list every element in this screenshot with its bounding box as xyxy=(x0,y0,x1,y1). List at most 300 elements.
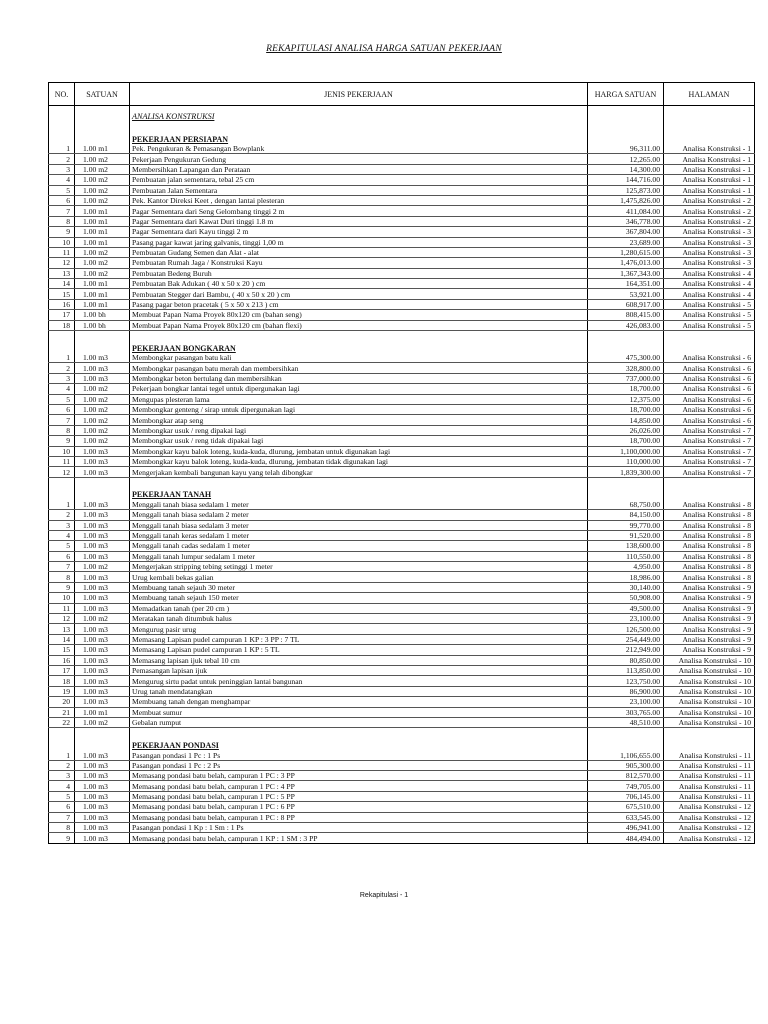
row-number: 5 xyxy=(49,541,75,551)
row-unit: 1.00 m2 xyxy=(75,384,130,394)
row-job: Pagar Sementara dari Kayu tinggi 2 m xyxy=(130,227,588,237)
table-row xyxy=(49,510,755,520)
section-heading-row xyxy=(49,740,755,750)
row-unit: 1.00 m3 xyxy=(75,530,130,540)
row-job: Mengurug sirtu padat untuk peninggian lantai bangunan xyxy=(130,676,588,686)
row-job: Menggali tanah lumpur sedalam 1 meter xyxy=(130,551,588,561)
row-unit: 1.00 m2 xyxy=(75,154,130,164)
row-price: 905,300.00 xyxy=(588,760,664,770)
row-unit: 1.00 m3 xyxy=(75,771,130,781)
table-row xyxy=(49,520,755,530)
row-page: Analisa Konstruksi - 2 xyxy=(664,216,755,226)
row-price: 367,804.00 xyxy=(588,227,664,237)
row-page: Analisa Konstruksi - 3 xyxy=(664,227,755,237)
table-row xyxy=(49,404,755,414)
row-page: Analisa Konstruksi - 4 xyxy=(664,279,755,289)
row-unit: 1.00 m2 xyxy=(75,614,130,624)
row-number: 4 xyxy=(49,384,75,394)
table-row xyxy=(49,227,755,237)
row-page: Analisa Konstruksi - 11 xyxy=(664,750,755,760)
row-price: 675,510.00 xyxy=(588,802,664,812)
row-page: Analisa Konstruksi - 12 xyxy=(664,802,755,812)
row-page: Analisa Konstruksi - 11 xyxy=(664,771,755,781)
row-job: Memasang lapisan ijuk tebal 10 cm xyxy=(130,655,588,665)
row-job: Menggali tanah cadas sedalam 1 meter xyxy=(130,541,588,551)
row-job: Meratakan tanah ditumbuk halus xyxy=(130,614,588,624)
row-unit: 1.00 m1 xyxy=(75,206,130,216)
table-row xyxy=(49,436,755,446)
row-page: Analisa Konstruksi - 5 xyxy=(664,299,755,309)
row-page: Analisa Konstruksi - 6 xyxy=(664,373,755,383)
row-job: Pekerjaan bongkar lantai tegel untuk dipergunakan lagi xyxy=(130,384,588,394)
table-row xyxy=(49,279,755,289)
row-number: 1 xyxy=(49,500,75,510)
row-page: Analisa Konstruksi - 10 xyxy=(664,697,755,707)
row-page: Analisa Konstruksi - 9 xyxy=(664,593,755,603)
row-job: Membuang tanah sejauh 150 meter xyxy=(130,593,588,603)
section-heading-row xyxy=(49,490,755,500)
row-price: 484,494.00 xyxy=(588,833,664,843)
row-price: 113,850.00 xyxy=(588,665,664,675)
row-job: Mengerjakan kembali bangunan kayu yang telah dibongkar xyxy=(130,467,588,477)
row-page: Analisa Konstruksi - 3 xyxy=(664,247,755,257)
table-row xyxy=(49,175,755,185)
section-title: PEKERJAAN PONDASI xyxy=(132,740,219,750)
row-price: 1,476,013.00 xyxy=(588,258,664,268)
row-unit: 1.00 m1 xyxy=(75,227,130,237)
row-unit: 1.00 m3 xyxy=(75,582,130,592)
page-title: REKAPITULASI ANALISA HARGA SATUAN PEKERJAAN xyxy=(266,44,502,54)
row-price: 346,778.00 xyxy=(588,216,664,226)
row-page: Analisa Konstruksi - 5 xyxy=(664,320,755,330)
row-page: Analisa Konstruksi - 1 xyxy=(664,164,755,174)
row-unit: 1.00 m3 xyxy=(75,750,130,760)
row-page: Analisa Konstruksi - 12 xyxy=(664,833,755,843)
row-unit: 1.00 m1 xyxy=(75,216,130,226)
row-number: 4 xyxy=(49,175,75,185)
table-row xyxy=(49,645,755,655)
row-number: 1 xyxy=(49,353,75,363)
table-row xyxy=(49,415,755,425)
row-unit: 1.00 m3 xyxy=(75,467,130,477)
row-number: 14 xyxy=(49,634,75,644)
row-price: 126,500.00 xyxy=(588,624,664,634)
row-number: 2 xyxy=(49,154,75,164)
row-number: 17 xyxy=(49,665,75,675)
row-job: Membuat sumur xyxy=(130,707,588,717)
row-page: Analisa Konstruksi - 2 xyxy=(664,206,755,216)
table-row xyxy=(49,154,755,164)
row-job: Memasang Lapisan pudel campuran 1 KP : 5 TL xyxy=(130,645,588,655)
row-price: 48,510.00 xyxy=(588,717,664,727)
row-job: Memasang pondasi batu belah, campuran 1 PC : 6 PP xyxy=(130,802,588,812)
table-row xyxy=(49,823,755,833)
row-page: Analisa Konstruksi - 4 xyxy=(664,289,755,299)
row-number: 4 xyxy=(49,530,75,540)
row-unit: 1.00 m2 xyxy=(75,717,130,727)
row-unit: 1.00 m3 xyxy=(75,665,130,675)
row-page: Analisa Konstruksi - 10 xyxy=(664,665,755,675)
row-page: Analisa Konstruksi - 8 xyxy=(664,530,755,540)
row-unit: 1.00 m2 xyxy=(75,185,130,195)
row-price: 138,600.00 xyxy=(588,541,664,551)
row-unit: 1.00 m2 xyxy=(75,258,130,268)
row-number: 12 xyxy=(49,258,75,268)
row-page: Analisa Konstruksi - 12 xyxy=(664,823,755,833)
row-page: Analisa Konstruksi - 6 xyxy=(664,363,755,373)
row-number: 5 xyxy=(49,394,75,404)
row-number: 9 xyxy=(49,833,75,843)
row-number: 8 xyxy=(49,216,75,226)
header-unit: SATUAN xyxy=(75,83,130,106)
page-footer: Rekapitulasi - 1 xyxy=(359,892,409,899)
row-job: Membongkar kayu balok loteng, kuda-kuda, dlurung, jembatan tidak digunakan lagi xyxy=(130,456,588,466)
row-price: 1,839,300.00 xyxy=(588,467,664,477)
row-price: 749,705.00 xyxy=(588,781,664,791)
row-price: 164,351.00 xyxy=(588,279,664,289)
row-page: Analisa Konstruksi - 11 xyxy=(664,781,755,791)
section-title: PEKERJAAN TANAH xyxy=(132,490,212,500)
row-job: Menggali tanah keras sedalam 1 meter xyxy=(130,530,588,540)
section-heading-row xyxy=(49,134,755,144)
row-number: 8 xyxy=(49,572,75,582)
header-price: HARGA SATUAN xyxy=(588,83,664,106)
row-unit: 1.00 m2 xyxy=(75,425,130,435)
table-row xyxy=(49,530,755,540)
row-unit: 1.00 m3 xyxy=(75,373,130,383)
row-number: 21 xyxy=(49,707,75,717)
table-row xyxy=(49,812,755,822)
row-price: 254,449.00 xyxy=(588,634,664,644)
row-price: 475,300.00 xyxy=(588,353,664,363)
table-row xyxy=(49,676,755,686)
table-row xyxy=(49,717,755,727)
row-job: Membuang tanah dengan menghampar xyxy=(130,697,588,707)
table-row xyxy=(49,603,755,613)
row-price: 12,265.00 xyxy=(588,154,664,164)
row-job: Pembuatan Jalan Sementara xyxy=(130,185,588,195)
row-job: Pasang pagar beton pracetak ( 5 x 50 x 213 ) cm xyxy=(130,299,588,309)
row-number: 15 xyxy=(49,645,75,655)
row-unit: 1.00 m3 xyxy=(75,551,130,561)
row-job: Menggali tanah biasa sedalam 1 meter xyxy=(130,500,588,510)
table-row xyxy=(49,551,755,561)
row-page: Analisa Konstruksi - 12 xyxy=(664,812,755,822)
row-page: Analisa Konstruksi - 10 xyxy=(664,676,755,686)
row-page: Analisa Konstruksi - 6 xyxy=(664,384,755,394)
row-job: Pembuatan Rumah Jaga / Konstruksi Kayu xyxy=(130,258,588,268)
row-number: 10 xyxy=(49,446,75,456)
row-job: Mengurug pasir urug xyxy=(130,624,588,634)
row-unit: 1.00 m3 xyxy=(75,676,130,686)
row-page: Analisa Konstruksi - 8 xyxy=(664,551,755,561)
row-number: 8 xyxy=(49,425,75,435)
row-unit: 1.00 m3 xyxy=(75,823,130,833)
row-price: 608,917.00 xyxy=(588,299,664,309)
row-price: 80,850.00 xyxy=(588,655,664,665)
row-page: Analisa Konstruksi - 10 xyxy=(664,707,755,717)
row-job: Membongkar usuk / reng dipakai lagi xyxy=(130,425,588,435)
row-page: Analisa Konstruksi - 7 xyxy=(664,436,755,446)
row-unit: 1.00 m3 xyxy=(75,781,130,791)
row-number: 13 xyxy=(49,624,75,634)
row-page: Analisa Konstruksi - 1 xyxy=(664,185,755,195)
row-page: Analisa Konstruksi - 11 xyxy=(664,760,755,770)
row-number: 1 xyxy=(49,144,75,154)
row-page: Analisa Konstruksi - 2 xyxy=(664,195,755,205)
row-page: Analisa Konstruksi - 10 xyxy=(664,655,755,665)
row-unit: 1.00 m3 xyxy=(75,655,130,665)
row-number: 5 xyxy=(49,185,75,195)
row-job: Pembuatan Bedeng Buruh xyxy=(130,268,588,278)
row-job: Pemasangan lapisan ijuk xyxy=(130,665,588,675)
row-page: Analisa Konstruksi - 6 xyxy=(664,394,755,404)
row-job: Pasangan pondasi 1 Pc : 2 Ps xyxy=(130,760,588,770)
row-job: Mengupas plesteran lama xyxy=(130,394,588,404)
row-number: 18 xyxy=(49,676,75,686)
row-unit: 1.00 m3 xyxy=(75,510,130,520)
spacer-row xyxy=(49,728,755,741)
row-number: 2 xyxy=(49,760,75,770)
row-unit: 1.00 m3 xyxy=(75,634,130,644)
row-price: 496,941.00 xyxy=(588,823,664,833)
row-job: Membersihkan Lapangan dan Perataan xyxy=(130,164,588,174)
table-row xyxy=(49,268,755,278)
table-row xyxy=(49,624,755,634)
row-job: Memasang pondasi batu belah, campuran 1 KP : 1 SM : 3 PP xyxy=(130,833,588,843)
row-job: Memasang pondasi batu belah, campuran 1 PC : 5 PP xyxy=(130,791,588,801)
row-page: Analisa Konstruksi - 3 xyxy=(664,237,755,247)
header-job: JENIS PEKERJAAN xyxy=(130,83,588,106)
analisa-heading-row xyxy=(49,110,755,122)
row-number: 13 xyxy=(49,268,75,278)
row-page: Analisa Konstruksi - 8 xyxy=(664,520,755,530)
table-row xyxy=(49,289,755,299)
row-unit: 1.00 m2 xyxy=(75,415,130,425)
section-title: PEKERJAAN PERSIAPAN xyxy=(132,134,229,144)
row-price: 633,545.00 xyxy=(588,812,664,822)
row-page: Analisa Konstruksi - 8 xyxy=(664,572,755,582)
row-job: Membongkar beton bertulang dan membersihkan xyxy=(130,373,588,383)
row-page: Analisa Konstruksi - 6 xyxy=(664,404,755,414)
row-page: Analisa Konstruksi - 10 xyxy=(664,686,755,696)
row-job: Gebalan rumput xyxy=(130,717,588,727)
table-row xyxy=(49,425,755,435)
table-row xyxy=(49,237,755,247)
table-row xyxy=(49,697,755,707)
row-job: Membongkar pasangan batu kali xyxy=(130,353,588,363)
row-number: 3 xyxy=(49,373,75,383)
row-number: 15 xyxy=(49,289,75,299)
table-row xyxy=(49,760,755,770)
row-page: Analisa Konstruksi - 11 xyxy=(664,791,755,801)
row-unit: 1.00 m3 xyxy=(75,520,130,530)
table-row xyxy=(49,500,755,510)
table-row xyxy=(49,384,755,394)
row-number: 8 xyxy=(49,823,75,833)
table-row xyxy=(49,353,755,363)
header-page: HALAMAN xyxy=(664,83,755,106)
row-number: 16 xyxy=(49,299,75,309)
row-number: 11 xyxy=(49,247,75,257)
row-unit: 1.00 m1 xyxy=(75,237,130,247)
table-row xyxy=(49,833,755,843)
row-unit: 1.00 m3 xyxy=(75,603,130,613)
row-unit: 1.00 m2 xyxy=(75,195,130,205)
row-price: 123,750.00 xyxy=(588,676,664,686)
row-page: Analisa Konstruksi - 9 xyxy=(664,603,755,613)
table-row xyxy=(49,310,755,320)
row-price: 26,026.00 xyxy=(588,425,664,435)
table-row xyxy=(49,299,755,309)
table-row xyxy=(49,541,755,551)
row-price: 99,770.00 xyxy=(588,520,664,530)
row-price: 328,800.00 xyxy=(588,363,664,373)
row-price: 110,000.00 xyxy=(588,456,664,466)
row-price: 23,100.00 xyxy=(588,697,664,707)
row-page: Analisa Konstruksi - 9 xyxy=(664,624,755,634)
row-number: 2 xyxy=(49,363,75,373)
row-page: Analisa Konstruksi - 10 xyxy=(664,717,755,727)
row-number: 22 xyxy=(49,717,75,727)
row-page: Analisa Konstruksi - 1 xyxy=(664,154,755,164)
row-number: 6 xyxy=(49,195,75,205)
row-number: 7 xyxy=(49,812,75,822)
row-number: 10 xyxy=(49,593,75,603)
row-unit: 1.00 m2 xyxy=(75,404,130,414)
row-price: 1,106,655.00 xyxy=(588,750,664,760)
row-job: Membongkar genteng / sirap untuk dipergunakan lagi xyxy=(130,404,588,414)
row-number: 10 xyxy=(49,237,75,247)
row-job: Pembuatan jalan sementara, tebal 25 cm xyxy=(130,175,588,185)
row-price: 125,873.00 xyxy=(588,185,664,195)
row-number: 12 xyxy=(49,614,75,624)
table-row xyxy=(49,206,755,216)
row-unit: 1.00 m2 xyxy=(75,247,130,257)
row-job: Memadatkan tanah (per 20 cm ) xyxy=(130,603,588,613)
row-price: 84,150.00 xyxy=(588,510,664,520)
row-price: 14,300.00 xyxy=(588,164,664,174)
row-price: 50,908.00 xyxy=(588,593,664,603)
row-number: 11 xyxy=(49,456,75,466)
row-page: Analisa Konstruksi - 8 xyxy=(664,562,755,572)
row-page: Analisa Konstruksi - 8 xyxy=(664,510,755,520)
row-page: Analisa Konstruksi - 7 xyxy=(664,425,755,435)
row-number: 19 xyxy=(49,686,75,696)
table-row xyxy=(49,446,755,456)
row-price: 1,280,615.00 xyxy=(588,247,664,257)
row-page: Analisa Konstruksi - 9 xyxy=(664,645,755,655)
row-page: Analisa Konstruksi - 3 xyxy=(664,258,755,268)
row-price: 18,700.00 xyxy=(588,404,664,414)
row-page: Analisa Konstruksi - 1 xyxy=(664,175,755,185)
row-page: Analisa Konstruksi - 9 xyxy=(664,634,755,644)
table-row xyxy=(49,195,755,205)
row-number: 17 xyxy=(49,310,75,320)
row-job: Pagar Sementara dari Kawat Duri tinggi 1.8 m xyxy=(130,216,588,226)
row-price: 110,550.00 xyxy=(588,551,664,561)
row-price: 737,000.00 xyxy=(588,373,664,383)
table-row xyxy=(49,791,755,801)
table-row xyxy=(49,247,755,257)
row-unit: 1.00 m1 xyxy=(75,299,130,309)
row-page: Analisa Konstruksi - 1 xyxy=(664,144,755,154)
row-job: Memasang pondasi batu belah, campuran 1 PC : 4 PP xyxy=(130,781,588,791)
row-unit: 1.00 m3 xyxy=(75,760,130,770)
table-row xyxy=(49,771,755,781)
table-row xyxy=(49,802,755,812)
row-page: Analisa Konstruksi - 6 xyxy=(664,353,755,363)
row-price: 411,084.00 xyxy=(588,206,664,216)
row-unit: 1.00 m2 xyxy=(75,175,130,185)
row-unit: 1.00 m1 xyxy=(75,279,130,289)
row-number: 4 xyxy=(49,781,75,791)
row-unit: 1.00 m3 xyxy=(75,802,130,812)
row-job: Membongkar atap seng xyxy=(130,415,588,425)
row-job: Menggali tanah biasa sedalam 3 meter xyxy=(130,520,588,530)
row-unit: 1.00 bh xyxy=(75,320,130,330)
row-unit: 1.00 m3 xyxy=(75,791,130,801)
row-price: 144,716.00 xyxy=(588,175,664,185)
row-unit: 1.00 m2 xyxy=(75,394,130,404)
row-price: 303,765.00 xyxy=(588,707,664,717)
table-row xyxy=(49,572,755,582)
row-unit: 1.00 m3 xyxy=(75,645,130,655)
row-number: 12 xyxy=(49,467,75,477)
row-unit: 1.00 m2 xyxy=(75,562,130,572)
row-job: Membuang tanah sejauh 30 meter xyxy=(130,582,588,592)
row-price: 812,570.00 xyxy=(588,771,664,781)
row-job: Memasang Lapisan pudel campuran 1 KP : 3 PP : 7 TL xyxy=(130,634,588,644)
table-row xyxy=(49,320,755,330)
row-price: 14,850.00 xyxy=(588,415,664,425)
row-unit: 1.00 m3 xyxy=(75,500,130,510)
row-number: 16 xyxy=(49,655,75,665)
row-number: 1 xyxy=(49,750,75,760)
row-page: Analisa Konstruksi - 7 xyxy=(664,456,755,466)
row-price: 706,145.00 xyxy=(588,791,664,801)
row-job: Pagar Sementara dari Seng Gelombang tinggi 2 m xyxy=(130,206,588,216)
spacer-row xyxy=(49,331,755,344)
row-unit: 1.00 m3 xyxy=(75,456,130,466)
table-row xyxy=(49,144,755,154)
section-heading-row xyxy=(49,343,755,353)
row-number: 9 xyxy=(49,227,75,237)
row-job: Pasangan pondasi 1 Pc : 1 Ps xyxy=(130,750,588,760)
row-price: 68,750.00 xyxy=(588,500,664,510)
table-row xyxy=(49,164,755,174)
row-price: 426,083.00 xyxy=(588,320,664,330)
row-job: Membongkar usuk / reng tidak dipakai lagi xyxy=(130,436,588,446)
row-page: Analisa Konstruksi - 9 xyxy=(664,582,755,592)
table-row xyxy=(49,593,755,603)
row-unit: 1.00 m3 xyxy=(75,697,130,707)
row-price: 12,375.00 xyxy=(588,394,664,404)
row-price: 4,950.00 xyxy=(588,562,664,572)
row-number: 20 xyxy=(49,697,75,707)
table-row xyxy=(49,781,755,791)
table-row xyxy=(49,562,755,572)
table-row xyxy=(49,373,755,383)
table-row xyxy=(49,707,755,717)
row-job: Pembuatan Bak Adukan ( 40 x 50 x 20 ) cm xyxy=(130,279,588,289)
row-unit: 1.00 m1 xyxy=(75,707,130,717)
row-price: 1,475,826.00 xyxy=(588,195,664,205)
row-unit: 1.00 m2 xyxy=(75,436,130,446)
row-job: Pasangan pondasi 1 Kp : 1 Sm : 1 Ps xyxy=(130,823,588,833)
table-row xyxy=(49,686,755,696)
row-job: Menggali tanah biasa sedalam 2 meter xyxy=(130,510,588,520)
